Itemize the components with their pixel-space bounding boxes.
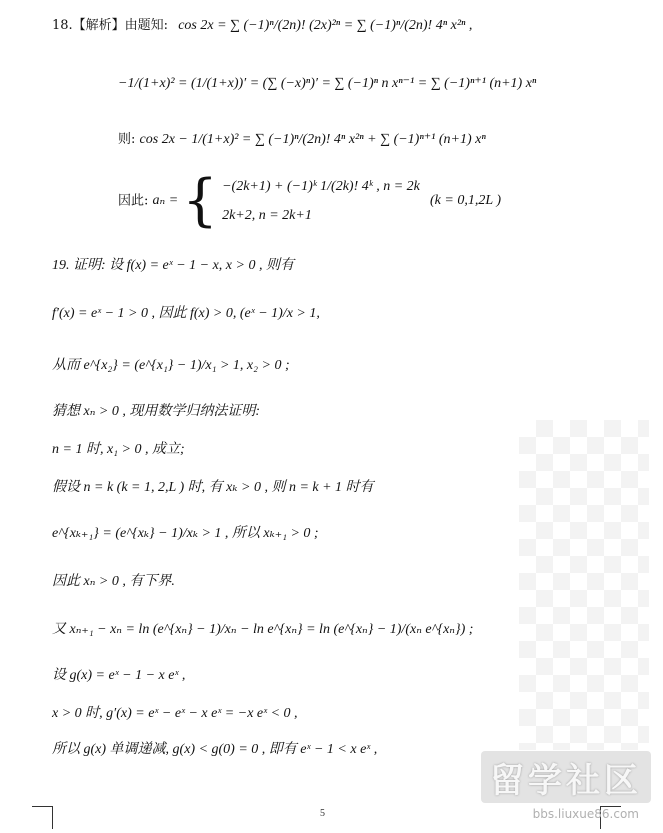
q19-line-3: 从而 e^{x₂} = (e^{x₁} − 1)/x₁ > 1, x₂ > 0 ; xyxy=(52,358,290,373)
q19-line-6: 假设 n = k (k = 1, 2,L ) 时, 有 xₖ > 0 , 则 n = k + 1 时有 xyxy=(52,480,374,495)
q18-equation-2: −1/(1+x)² = (1/(1+x))′ = (∑ (−x)ⁿ)′ = ∑ (−1)ⁿ n xⁿ⁻¹ = ∑ (−1)ⁿ⁺¹ (n+1) xⁿ xyxy=(118,76,537,91)
q19-line-7: e^{xₖ₊₁} = (e^{xₖ} − 1)/xₖ > 1 , 所以 xₖ₊₁ > 0 ; xyxy=(52,526,319,541)
q18-intro xyxy=(52,18,472,35)
watermark-url: bbs.liuxue86.com xyxy=(532,807,639,821)
q19-line-5: n = 1 时, x₁ > 0 , 成立; xyxy=(52,442,185,457)
q19-line-12: 所以 g(x) 单调递减, g(x) < g(0) = 0 , 即有 eˣ − 1 < x eˣ , xyxy=(52,742,378,757)
q18-equation-1: cos 2x = ∑ (−1)ⁿ/(2n)! (2x)²ⁿ = ∑ (−1)ⁿ/(2n)! 4ⁿ x²ⁿ , xyxy=(178,18,473,33)
q19-line-11: x > 0 时, g′(x) = eˣ − eˣ − x eˣ = −x eˣ < 0 , xyxy=(52,706,298,721)
watermark-checker-pattern xyxy=(519,420,649,750)
q19-line-10: 设 g(x) = eˣ − 1 − x eˣ , xyxy=(52,668,186,683)
cases-brace-icon: { xyxy=(182,168,218,234)
q18-then-label: 则: xyxy=(118,132,136,147)
q19-line-2: f′(x) = eˣ − 1 > 0 , 因此 f(x) > 0, (eˣ − 1)/x > 1, xyxy=(52,306,320,321)
q18-cases xyxy=(222,172,420,231)
q18-k-range: (k = 0,1,2L ) xyxy=(430,192,502,208)
q18-label: 18.【解析】由题知: xyxy=(52,18,169,33)
q18-then-row xyxy=(118,132,486,149)
q18-equation-3: cos 2x − 1/(1+x)² = ∑ (−1)ⁿ/(2n)! 4ⁿ x²ⁿ + ∑ (−1)ⁿ⁺¹ (n+1) xⁿ xyxy=(139,132,486,147)
page-number: 5 xyxy=(320,808,325,819)
q18-case-2: 2k+2, n = 2k+1 xyxy=(222,208,312,224)
watermark-logo: 留学社区 xyxy=(481,751,651,803)
q19-line-1: 19. 证明: 设 f(x) = eˣ − 1 − x, x > 0 , 则有 xyxy=(52,258,294,273)
q19-line-8: 因此 xₙ > 0 , 有下界. xyxy=(52,574,175,589)
q19-line-9: 又 xₙ₊₁ − xₙ = ln (e^{xₙ} − 1)/xₙ − ln e^{xₙ} = ln (e^{xₙ} − 1)/(xₙ e^{xₙ}) ; xyxy=(52,622,474,637)
q18-therefore-label: 因此: xyxy=(118,193,149,209)
q18-cases-row xyxy=(118,168,502,234)
q18-an-symbol: aₙ = xyxy=(152,192,179,208)
q19-line-4: 猜想 xₙ > 0 , 现用数学归纳法证明: xyxy=(52,404,260,419)
crop-mark-left xyxy=(32,806,53,829)
q18-case-1: −(2k+1) + (−1)ᵏ 1/(2k)! 4ᵏ , n = 2k xyxy=(222,179,420,194)
